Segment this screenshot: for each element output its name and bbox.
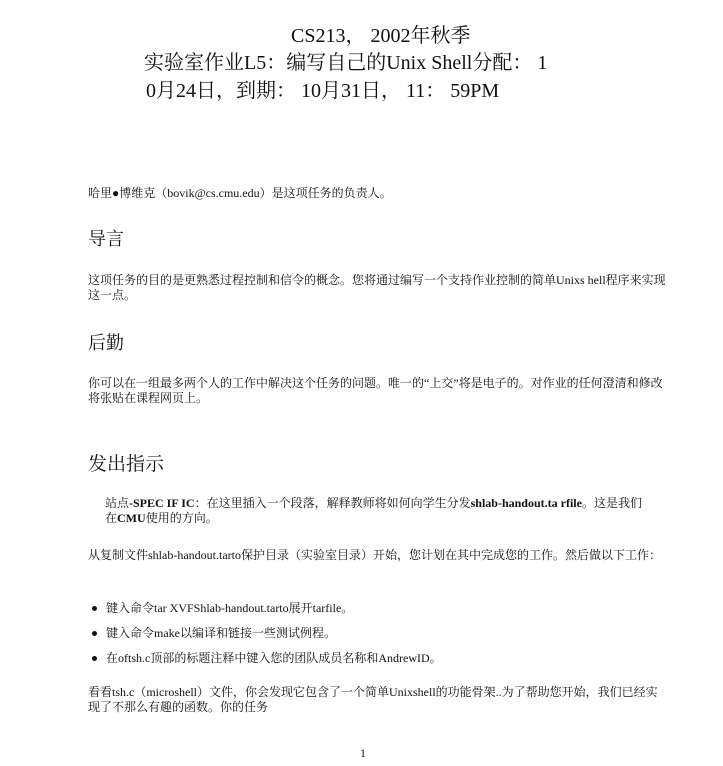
- title-course-term: CS213， 2002年秋季: [291, 25, 471, 47]
- intro-paragraph: 这项任务的目的是更熟悉过程控制和信令的概念。您将通过编写一个支持作业控制的简单Unixs hell程序来实现这一点。: [88, 273, 666, 302]
- logistics-paragraph: 你可以在一组最多两个人的工作中解决这个任务的问题。唯一的“上交”将是电子的。对作业的任何澄清和修改将张贴在课程网页上。: [88, 376, 663, 405]
- closing-paragraph: 看看tsh.c（microshell）文件，你会发现它包含了一个简单Unixshell的功能骨架..为了帮助您开始，我们已经实现了不那么有趣的函数。你的任务: [88, 685, 658, 714]
- list-item-text: 在oftsh.c顶部的标题注释中键入您的团队成员名称和AndrewID。: [106, 651, 442, 665]
- heading-handout: 发出指示: [88, 453, 165, 475]
- list-item-text: 键入命令make以编译和链接一些测试例程。: [106, 626, 336, 640]
- list-item-text: 键入命令tar XVFShlab-handout.tarto展开tarfile。: [106, 601, 354, 615]
- title-dates: 0月24日，到期： 10月31日， 11： 59PM: [146, 80, 500, 102]
- site-text2: 。这是我们在: [105, 496, 642, 525]
- site-prefix: 站点: [105, 496, 130, 510]
- list-item: [92, 651, 442, 676]
- page-number: 1: [360, 746, 366, 760]
- bullet-icon: [92, 631, 97, 636]
- bullet-icon: [92, 656, 97, 661]
- bullet-icon: [92, 606, 97, 611]
- title-assignment: 实验室作业L5：编写自己的Unix Shell分配： 1: [144, 52, 548, 74]
- list-item: [92, 626, 442, 651]
- instruction-list: [92, 601, 442, 676]
- handout-file: shlab-handout.ta rfile: [470, 496, 582, 510]
- author-line: 哈里●博维克（bovik@cs.cmu.edu）是这项任务的负责人。: [88, 186, 392, 200]
- site-text3: 使用的方向。: [145, 511, 218, 525]
- heading-logistics: 后勤: [88, 333, 124, 354]
- start-paragraph: 从复制文件shlab-handout.tarto保护目录（实验室目录）开始，您计划在其中完成您的工作。然后做以下工作：: [88, 548, 661, 562]
- site-specific-note: [105, 496, 645, 526]
- list-item: [92, 601, 442, 626]
- site-label: -SPEC IF IC: [129, 496, 195, 510]
- cmu-label: CMU: [117, 511, 146, 525]
- heading-intro: 导言: [88, 229, 124, 250]
- site-text1: ：在这里插入一个段落，解释教师将如何向学生分发: [194, 496, 471, 510]
